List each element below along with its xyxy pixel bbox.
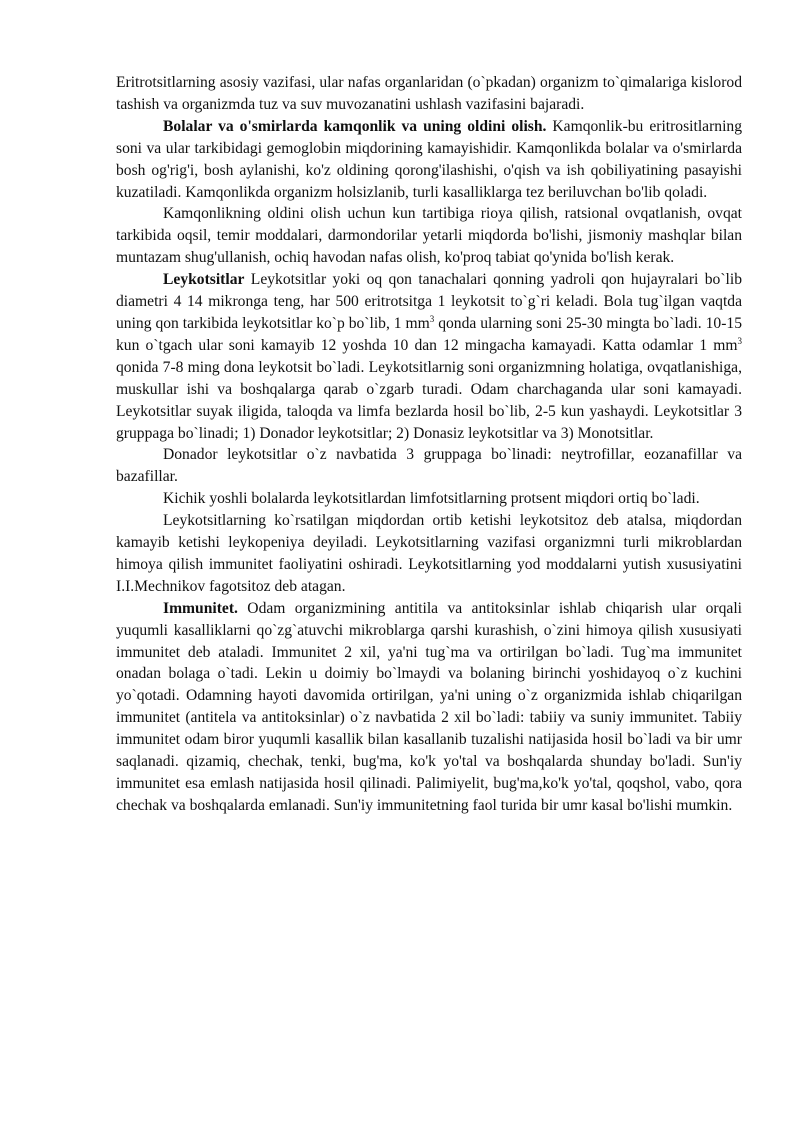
paragraph-anemia: [116, 116, 742, 204]
paragraph-leukocytes: [116, 269, 742, 444]
paragraph-text: Leykotsitlarning ko`rsatilgan miqdordan ortib ketishi leykotsitoz deb atalsa, miqdordan kamayib ketishi leykopeniya deyiladi. Leykotsitlarning vazifasi organizmni turli mikroblardan himoya qilish immunitet faoliyatini oshiradi. Leykotsitlarning yod moddalarni yutish xususiyatini I.I.Mechnikov fagotsitoz deb atagan.: [116, 512, 742, 595]
paragraph-text: Leykotsitlar yoki oq qon tanachalari qonning yadroli qon hujayralari bo`lib diametri 4 14 mikronga teng, har 500 eritrotsitga 1 leykotsit to`g`ri keladi. Bola tug`ilgan vaqtda uning qon tarkibida leykotsitlar ko`p bo`lib, 1 mm: [116, 271, 742, 332]
superscript: 3: [737, 335, 742, 346]
paragraph-immunity: [116, 598, 742, 817]
paragraph-text: qonda ularning soni 25-30 mingta bo`ladi. 10-15 kun o`tgach ular soni kamayib 12 yoshda 10 dan 12 mingacha kamayadi. Katta odamlar 1 mm: [116, 314, 742, 354]
paragraph-erythrocyte-function: [116, 72, 742, 116]
paragraph-text: qonida 7-8 ming dona leykotsit bo`ladi. Leykotsitlarnig soni organizmning holatiga, ovqatlanishiga, muskullar ishi va boshqalarga qarab o`zgarb turadi. Odam charchaganda ular soni kamayadi. Leykotsitlar suyak iligida, taloqda va limfa bezlarda hosil bo`lib, 2-5 kun yashaydi. Leykotsitlar 3 gruppaga bo`linadi; 1) Donador leykotsitlar; 2) Donasiz leykotsitlar va 3) Monotsitlar.: [116, 358, 742, 442]
section-heading-immunity: Immunitet.: [163, 599, 238, 617]
document-page: [116, 72, 742, 817]
section-heading-leukocytes: Leykotsitlar: [163, 271, 245, 289]
paragraph-granular-leukocytes: [116, 444, 742, 488]
paragraph-lymphocytes: [116, 488, 742, 510]
paragraph-text: Kamqonlikning oldini olish uchun kun tartibiga rioya qilish, ratsional ovqatlanish, ovqat tarkibida oqsil, temir moddalari, darmondorilar yetarli miqdorda bo'lishi, jismoniy mashqlar bilan muntazam shug'ullanish, ochiq havodan nafas olish, ko'proq tabiat qo'ynida bo'lish kerak.: [116, 205, 742, 267]
paragraph-text: Kichik yoshli bolalarda leykotsitlardan limfotsitlarning protsent miqdori ortiq bo`ladi.: [163, 490, 700, 508]
paragraph-text: Eritrotsitlarning asosiy vazifasi, ular nafas organlaridan (o`pkadan) organizm to`qimalariga kislorod tashish va organizmda tuz va suv muvozanatini ushlash vazifasini bajaradi.: [116, 74, 742, 113]
paragraph-text: Kamqonlik-bu eritrositlarning soni va ular tarkibidagi gemoglobin miqdorining kamayishidir. Kamqonlikda bolalar va o'smirlarda bosh og'rig'i, bosh aylanishi, ko'z oldining qorong'ilashishi, o'qish va ish qobiliyatining pasayishi kuzatiladi. Kamqonlikda organizm holsizlanib, turli kasalliklarga tez beriluvchan bo'lib qoladi.: [116, 117, 743, 201]
paragraph-text: Odam organizmining antitila va antitoksinlar ishlab chiqarish ular orqali yuqumli kasalliklarni qo`zg`atuvchi mikroblarga qarshi kurashish, o`zini himoya qilish xususiyati immunitet deb ataladi. Immunitet 2 xil, ya'ni tug`ma va ortirilgan bo`ladi. Tug`ma immunitet onadan bolaga o`tadi. Lekin u doimiy bo`lmaydi va bolaning birinchi yoshidayoq o`z kuchini yo`qotadi. Odamning hayoti davomida ortirilgan, ya'ni uning o`z organizmida ishlab chiqarilgan immunitet (antitela va antitoksinlar) o`z navbatida 2 xil bo`ladi: tabiiy va suniy immunitet. Tabiiy immunitet odam biror yuqumli kasallik bilan kasallanib tuzalishi natijasida hosil bo`ladi va bir umr saqlanadi. qizamiq, chechak, tenki, bug'ma, ko'k yo'tal va boshqalarda shunday bo'ladi. Sun'iy immunitet esa emlash natijasida hosil qilinadi. Palimiyelit, bug'ma,ko'k yo'tal, qoqshol, vabo, qora chechak va boshqalarda emlanadi. Sun'iy immunitetning faol turida bir umr kasal bo'lishi mumkin.: [116, 599, 742, 814]
section-heading-anemia: Bolalar va o'smirlarda kamqonlik va uning oldini olish.: [163, 117, 547, 135]
paragraph-leukocytosis: [116, 510, 742, 598]
superscript: 3: [429, 313, 435, 324]
paragraph-text: Donador leykotsitlar o`z navbatida 3 gruppaga bo`linadi: neytrofillar, eozanafillar va bazafillar.: [116, 446, 742, 486]
paragraph-anemia-prevention: [116, 203, 742, 269]
